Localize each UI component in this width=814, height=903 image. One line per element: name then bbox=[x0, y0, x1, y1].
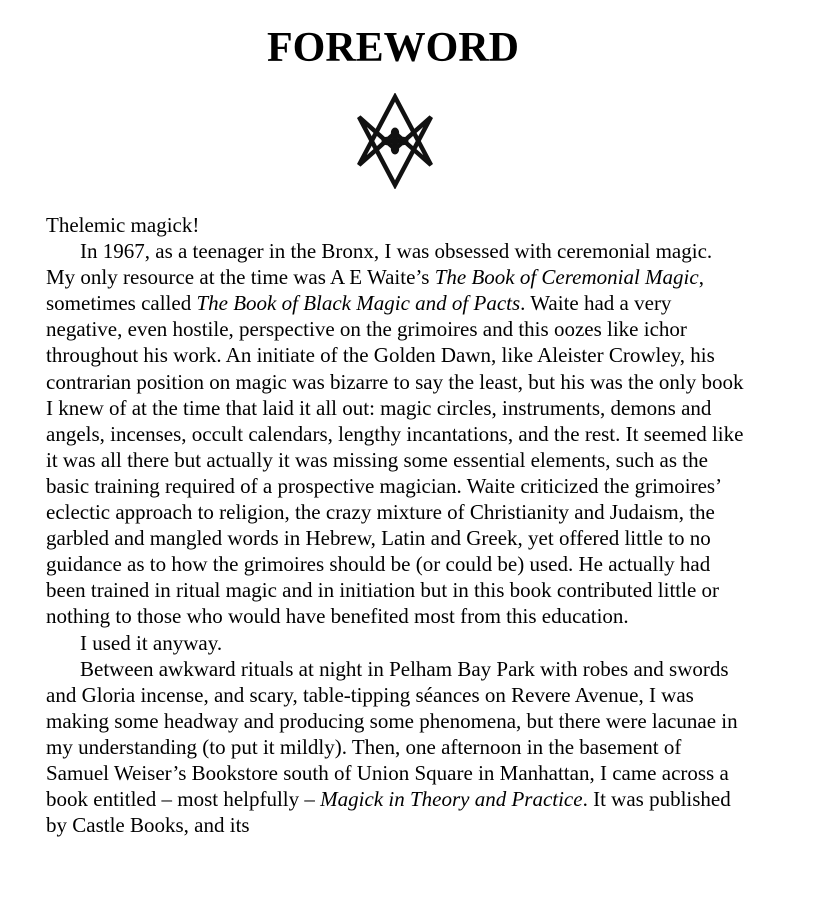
paragraph-1 bbox=[46, 238, 746, 629]
p3-text-2: . It was published by Castle Books, and its bbox=[46, 787, 731, 838]
opening-line: Thelemic magick! bbox=[46, 213, 200, 237]
book-title-black-magic: The Book of Black Magic and of Pacts bbox=[196, 291, 521, 316]
book-title-magick-theory-practice: Magick in Theory and Practice bbox=[320, 787, 583, 812]
p1-text-1: In 1967, as a teenager in the Bronx, I was obsessed with ceremonial magic. My only resource at the time was A E Waite’s bbox=[46, 239, 713, 290]
paragraph-2: I used it anyway. bbox=[80, 630, 223, 655]
unicursal-hexagram-icon bbox=[349, 93, 441, 189]
book-title-ceremonial-magic: The Book of Ceremonial Magic bbox=[434, 265, 699, 290]
p1-text-2: , sometimes called bbox=[46, 265, 704, 316]
p3-text-1: Between awkward rituals at night in Pelham Bay Park with robes and swords and Gloria incense, and scary, table-tipping séances on Revere Avenue, I was making some headway and producing some phenomena, but there were lacunae in my understanding (to put it mildly). Then, one afternoon in the basement of Samuel Weiser’s Bookstore south of Union Square in Manhattan, I came across a book entitled – most helpfully – bbox=[46, 656, 738, 812]
p1-text-3: . Waite had a very negative, even hostile, perspective on the grimoires and this oozes like ichor throughout his work. An initiate of the Golden Dawn, like Aleister Crowley, his contrarian position on magic was bizarre to say the least, but his was the only book I knew of at the time that laid it all out: magic circles, instruments, demons and angels, incenses, occult calendars, lengthy incantations, and the rest. It seemed like it was all there but actually it was missing some essential elements, such as the basic training required of a prospective magician. Waite criticized the grimoires’ eclectic approach to religion, the crazy mixture of Christianity and Judaism, the garbled and mangled words in Hebrew, Latin and Greek, yet offered little to no guidance as to how the grimoires should be (or could be) used. He actually had been trained in ritual magic and in initiation but in this book contributed little or nothing to those who would have benefited most from this education. bbox=[46, 291, 744, 629]
paragraph-3 bbox=[46, 656, 746, 839]
page-title: FOREWORD bbox=[267, 25, 519, 71]
foreword-body bbox=[46, 212, 746, 838]
